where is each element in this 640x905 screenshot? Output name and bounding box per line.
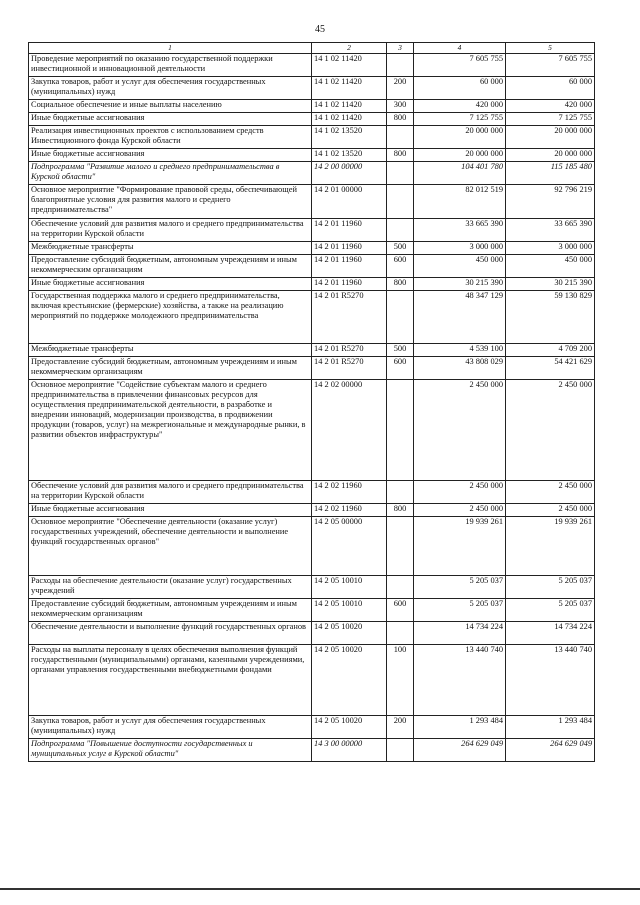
table-row: [29, 185, 595, 219]
row-sum2-cell: 13 440 740: [506, 645, 595, 716]
table-row: [29, 645, 595, 716]
row-sum1-cell: 104 401 780: [414, 162, 506, 185]
row-name-cell: Обеспечение условий для развития малого и среднего предпринимательства на территории Курской области: [29, 219, 312, 242]
row-name-cell: Межбюджетные трансферты: [29, 344, 312, 357]
row-sum2-cell: 54 421 629: [506, 357, 595, 380]
row-name-cell: Иные бюджетные ассигнования: [29, 149, 312, 162]
row-sum1-cell: 3 000 000: [414, 242, 506, 255]
table-row: [29, 100, 595, 113]
table-row: [29, 54, 595, 77]
row-vr-cell: [387, 54, 414, 77]
row-code-cell: 14 1 02 11420: [312, 54, 387, 77]
row-vr-cell: 800: [387, 278, 414, 291]
row-name-cell: Основное мероприятие "Формирование правовой среды, обеспечивающей благоприятные условия для развития малого и среднего предпринимательства": [29, 185, 312, 219]
row-vr-cell: 500: [387, 242, 414, 255]
row-code-cell: 14 1 02 11420: [312, 100, 387, 113]
row-sum1-cell: 2 450 000: [414, 504, 506, 517]
row-vr-cell: 200: [387, 77, 414, 100]
row-name-cell: Основное мероприятие "Обеспечение деятельности (оказание услуг) государственных учреждений, обеспечение деятельности и выполнение функций государственных органов": [29, 517, 312, 576]
row-name-cell: Предоставление субсидий бюджетным, автономным учреждениям и иным некоммерческим организациям: [29, 357, 312, 380]
row-code-cell: 14 2 00 00000: [312, 162, 387, 185]
row-code-cell: 14 2 01 00000: [312, 185, 387, 219]
table-row: [29, 149, 595, 162]
page-number: 45: [315, 24, 325, 35]
row-sum2-cell: 7 125 755: [506, 113, 595, 126]
header-cell: 4: [414, 43, 506, 54]
table-row: [29, 576, 595, 599]
row-sum1-cell: 82 012 519: [414, 185, 506, 219]
row-vr-cell: [387, 739, 414, 762]
row-sum1-cell: 5 205 037: [414, 599, 506, 622]
row-code-cell: 14 2 05 10020: [312, 716, 387, 739]
row-sum1-cell: 60 000: [414, 77, 506, 100]
row-code-cell: 14 2 01 R5270: [312, 344, 387, 357]
row-code-cell: 14 2 01 11960: [312, 219, 387, 242]
row-code-cell: 14 2 05 10020: [312, 622, 387, 645]
row-vr-cell: [387, 576, 414, 599]
row-vr-cell: [387, 219, 414, 242]
table-row: [29, 291, 595, 344]
row-sum1-cell: 30 215 390: [414, 278, 506, 291]
header-cell: 2: [312, 43, 387, 54]
row-sum1-cell: 420 000: [414, 100, 506, 113]
table-row: [29, 517, 595, 576]
row-code-cell: 14 2 02 11960: [312, 481, 387, 504]
table-row: [29, 357, 595, 380]
row-vr-cell: [387, 517, 414, 576]
row-sum1-cell: 2 450 000: [414, 380, 506, 481]
row-code-cell: 14 2 05 10010: [312, 576, 387, 599]
row-vr-cell: 200: [387, 716, 414, 739]
row-sum2-cell: 115 185 480: [506, 162, 595, 185]
table-row: [29, 599, 595, 622]
row-vr-cell: 600: [387, 599, 414, 622]
row-name-cell: Основное мероприятие "Содействие субъектам малого и среднего предпринимательства в привлечении финансовых ресурсов для осуществления предпринимательской деятельности, в разработке и внедрении инноваций, модернизации производства, в продвижении продукции (товаров, услуг) на межрегиональные и международные рынки, в развитии объектов инфраструктуры": [29, 380, 312, 481]
table-row: [29, 77, 595, 100]
row-sum2-cell: 3 000 000: [506, 242, 595, 255]
row-sum2-cell: 30 215 390: [506, 278, 595, 291]
row-sum1-cell: 264 629 049: [414, 739, 506, 762]
bottom-rule: [0, 888, 640, 890]
row-name-cell: Иные бюджетные ассигнования: [29, 278, 312, 291]
row-name-cell: Предоставление субсидий бюджетным, автономным учреждениям и иным некоммерческим организациям: [29, 599, 312, 622]
table-row: [29, 278, 595, 291]
row-sum1-cell: 20 000 000: [414, 149, 506, 162]
row-sum1-cell: 5 205 037: [414, 576, 506, 599]
budget-table: [28, 42, 595, 762]
row-name-cell: Подпрограмма "Повышение доступности государственных и муниципальных услуг в Курской области": [29, 739, 312, 762]
row-vr-cell: 600: [387, 255, 414, 278]
row-sum2-cell: 264 629 049: [506, 739, 595, 762]
table-row: [29, 739, 595, 762]
row-sum2-cell: 420 000: [506, 100, 595, 113]
row-sum1-cell: 33 665 390: [414, 219, 506, 242]
header-cell: 1: [29, 43, 312, 54]
row-vr-cell: 100: [387, 645, 414, 716]
row-name-cell: Межбюджетные трансферты: [29, 242, 312, 255]
row-sum2-cell: 60 000: [506, 77, 595, 100]
row-name-cell: Реализация инвестиционных проектов с использованием средств Инвестиционного фонда Курской области: [29, 126, 312, 149]
row-vr-cell: [387, 481, 414, 504]
row-vr-cell: [387, 185, 414, 219]
row-name-cell: Обеспечение деятельности и выполнение функций государственных органов: [29, 622, 312, 645]
row-code-cell: 14 2 05 10020: [312, 645, 387, 716]
table-row: [29, 113, 595, 126]
header-cell: 5: [506, 43, 595, 54]
row-sum2-cell: 7 605 755: [506, 54, 595, 77]
row-sum1-cell: 19 939 261: [414, 517, 506, 576]
row-sum2-cell: 4 709 200: [506, 344, 595, 357]
row-sum2-cell: 92 796 219: [506, 185, 595, 219]
table-row: [29, 242, 595, 255]
table-header-row: [29, 43, 595, 54]
row-sum1-cell: 20 000 000: [414, 126, 506, 149]
row-code-cell: 14 1 02 13520: [312, 126, 387, 149]
row-sum2-cell: 19 939 261: [506, 517, 595, 576]
table-row: [29, 162, 595, 185]
row-vr-cell: 800: [387, 149, 414, 162]
row-code-cell: 14 1 02 11420: [312, 113, 387, 126]
row-vr-cell: [387, 291, 414, 344]
row-name-cell: Государственная поддержка малого и среднего предпринимательства, включая крестьянские (фермерские) хозяйства, а также на реализацию мероприятий по поддержке молодежного предпринимательства: [29, 291, 312, 344]
row-sum2-cell: 20 000 000: [506, 149, 595, 162]
row-name-cell: Социальное обеспечение и иные выплаты населению: [29, 100, 312, 113]
table-row: [29, 219, 595, 242]
row-name-cell: Закупка товаров, работ и услуг для обеспечения государственных (муниципальных) нужд: [29, 716, 312, 739]
row-name-cell: Предоставление субсидий бюджетным, автономным учреждениям и иным некоммерческим организациям: [29, 255, 312, 278]
row-sum1-cell: 48 347 129: [414, 291, 506, 344]
row-code-cell: 14 2 02 00000: [312, 380, 387, 481]
row-sum1-cell: 7 605 755: [414, 54, 506, 77]
row-code-cell: 14 3 00 00000: [312, 739, 387, 762]
row-sum2-cell: 33 665 390: [506, 219, 595, 242]
row-name-cell: Иные бюджетные ассигнования: [29, 113, 312, 126]
row-sum1-cell: 7 125 755: [414, 113, 506, 126]
row-sum1-cell: 1 293 484: [414, 716, 506, 739]
table-row: [29, 126, 595, 149]
row-sum2-cell: 450 000: [506, 255, 595, 278]
row-sum1-cell: 2 450 000: [414, 481, 506, 504]
row-sum2-cell: 14 734 224: [506, 622, 595, 645]
row-vr-cell: 600: [387, 357, 414, 380]
table-row: [29, 716, 595, 739]
row-code-cell: 14 2 05 10010: [312, 599, 387, 622]
row-name-cell: Подпрограмма "Развитие малого и среднего предпринимательства в Курской области": [29, 162, 312, 185]
row-sum1-cell: 450 000: [414, 255, 506, 278]
row-vr-cell: 800: [387, 113, 414, 126]
table-row: [29, 380, 595, 481]
row-sum2-cell: 5 205 037: [506, 599, 595, 622]
row-code-cell: 14 2 01 11960: [312, 255, 387, 278]
row-code-cell: 14 2 01 11960: [312, 242, 387, 255]
table-row: [29, 622, 595, 645]
row-sum2-cell: 20 000 000: [506, 126, 595, 149]
row-sum1-cell: 4 539 100: [414, 344, 506, 357]
row-sum2-cell: 2 450 000: [506, 481, 595, 504]
row-vr-cell: [387, 380, 414, 481]
row-name-cell: Иные бюджетные ассигнования: [29, 504, 312, 517]
row-code-cell: 14 1 02 11420: [312, 77, 387, 100]
row-vr-cell: [387, 162, 414, 185]
row-code-cell: 14 2 01 11960: [312, 278, 387, 291]
table-row: [29, 255, 595, 278]
row-code-cell: 14 2 02 11960: [312, 504, 387, 517]
row-sum1-cell: 43 808 029: [414, 357, 506, 380]
row-code-cell: 14 2 01 R5270: [312, 291, 387, 344]
table-row: [29, 344, 595, 357]
row-vr-cell: [387, 622, 414, 645]
row-code-cell: 14 1 02 13520: [312, 149, 387, 162]
row-sum2-cell: 1 293 484: [506, 716, 595, 739]
row-name-cell: Расходы на выплаты персоналу в целях обеспечения выполнения функций государственными (муниципальными) органами, казенными учреждениями, органами управления государственными внебюджетными фондами: [29, 645, 312, 716]
row-sum1-cell: 14 734 224: [414, 622, 506, 645]
row-code-cell: 14 2 01 R5270: [312, 357, 387, 380]
row-vr-cell: 500: [387, 344, 414, 357]
table-row: [29, 504, 595, 517]
row-name-cell: Закупка товаров, работ и услуг для обеспечения государственных (муниципальных) нужд: [29, 77, 312, 100]
row-vr-cell: 800: [387, 504, 414, 517]
row-vr-cell: [387, 126, 414, 149]
row-sum2-cell: 5 205 037: [506, 576, 595, 599]
row-name-cell: Расходы на обеспечение деятельности (оказание услуг) государственных учреждений: [29, 576, 312, 599]
row-vr-cell: 300: [387, 100, 414, 113]
row-sum2-cell: 2 450 000: [506, 504, 595, 517]
table-row: [29, 481, 595, 504]
row-name-cell: Обеспечение условий для развития малого и среднего предпринимательства на территории Курской области: [29, 481, 312, 504]
row-sum2-cell: 59 130 829: [506, 291, 595, 344]
row-sum2-cell: 2 450 000: [506, 380, 595, 481]
row-code-cell: 14 2 05 00000: [312, 517, 387, 576]
header-cell: 3: [387, 43, 414, 54]
row-name-cell: Проведение мероприятий по оказанию государственной поддержки инвестиционной и инновационной деятельности: [29, 54, 312, 77]
row-sum1-cell: 13 440 740: [414, 645, 506, 716]
